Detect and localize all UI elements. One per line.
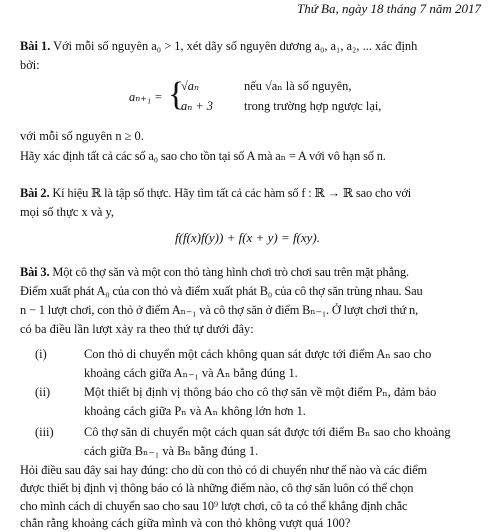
problem1-line1: Bài 1. Với mỗi số nguyên a₀ > 1, xét dãy số nguyên dương a₀, a₁, a₂, ... xác định: [20, 39, 418, 53]
item-number: (ii): [35, 385, 51, 399]
case1-condition: nếu √aₙ là số nguyên,: [244, 79, 352, 93]
problem2-label: Bài 2.: [20, 186, 50, 200]
problem3-question-line4: chắn rằng khoảng cách giữa mình và con thỏ không vượt quá 100?: [20, 516, 351, 530]
problem1-line4: Hãy xác định tất cả các số a₀ sao cho tồn tại số A mà aₙ = A với vô hạn số n.: [20, 149, 386, 163]
item-number: (iii): [35, 425, 54, 439]
document-date: Thứ Ba, ngày 18 tháng 7 năm 2017: [296, 1, 481, 16]
problem3-question-line2: được thiết bị định vị thông báo có là những điểm nào, cô thợ săn luôn có thể chọn: [20, 481, 414, 495]
problem3-line1: Bài 3. Một cô thợ săn và một con thỏ tàng hình chơi trò chơi sau trên mặt phẳng.: [20, 265, 409, 279]
problem3-line4: có ba điều lần lượt xảy ra theo thứ tự dưới đây:: [20, 322, 254, 336]
item-text-line2: cách giữa Bₙ₋₁ và Bₙ bằng đúng 1.: [84, 444, 259, 458]
item-number: (i): [35, 347, 47, 361]
case1-expr: √aₙ: [181, 79, 200, 93]
item-text-line2: khoảng cách giữa Pₙ và Aₙ không lớn hơn 1.: [84, 404, 306, 418]
case2-expr: aₙ + 3: [181, 99, 213, 113]
problem3-line2: Điểm xuất phát A₀ của con thỏ và điểm xuất phát B₀ của cô thợ săn trùng nhau. Sau: [20, 284, 423, 298]
case2-condition: trong trường hợp ngược lại,: [244, 99, 382, 113]
problem3-question-line1: Hỏi điều sau đây sai hay đúng: cho dù con thỏ có di chuyển như thế nào và các điểm: [20, 463, 427, 477]
problem3-question-line3: cho mình cách di chuyển sao cho sau 10⁹ lượt chơi, cô ta có thể khẳng định chắc: [20, 499, 408, 513]
problem2-line1: Bài 2. Kí hiệu ℝ là tập số thực. Hãy tìm tất cả các hàm số f : ℝ → ℝ sao cho với: [20, 186, 412, 200]
problem3-line3: n − 1 lượt chơi, con thỏ ở điểm Aₙ₋₁ và cô thợ săn ở điểm Bₙ₋₁. Ở lượt chơi thứ n,: [20, 303, 419, 317]
problem1-line2: bởi:: [20, 58, 40, 72]
problem1-label: Bài 1.: [20, 39, 51, 53]
item-text-line2: khoảng cách giữa Aₙ₋₁ và Aₙ bằng đúng 1.: [84, 366, 298, 380]
item-text-line1: Cô thợ săn di chuyển một cách quan sát được tới điểm Bₙ sao cho khoảng: [84, 425, 451, 439]
item-text-line1: Một thiết bị định vị thông báo cho cô thợ săn về một điểm Pₙ, đảm bảo: [84, 385, 437, 399]
problem2-line2: mọi số thực x và y,: [20, 205, 115, 219]
case-lhs: aₙ₊₁ =: [129, 90, 163, 104]
case-brace: {: [168, 76, 185, 113]
item-text-line1: Con thỏ di chuyển một cách không quan sát được tới điểm Aₙ sao cho: [84, 347, 432, 361]
problem1-line3: với mỗi số nguyên n ≥ 0.: [20, 129, 144, 143]
problem3-label: Bài 3.: [20, 265, 50, 279]
problem2-equation: f(f(x)f(y)) + f(x + y) = f(xy).: [174, 230, 321, 245]
